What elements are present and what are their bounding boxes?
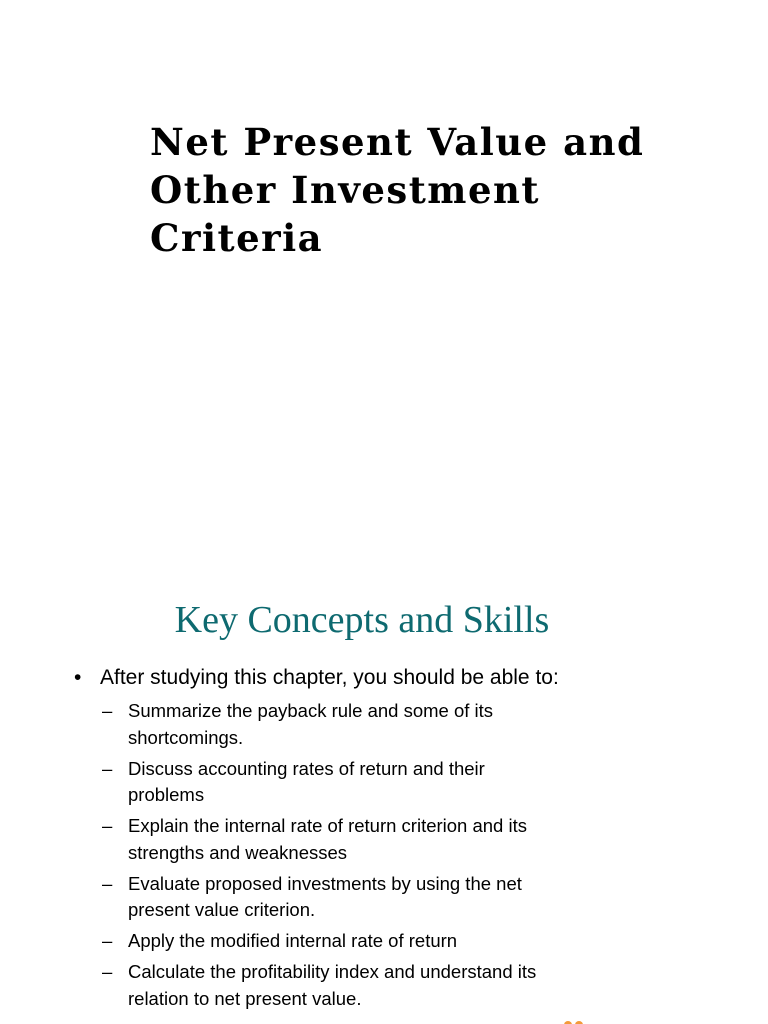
decorative-mark-icon	[564, 1016, 590, 1024]
list-item-line: Calculate the profitability index and understand its	[128, 961, 537, 982]
list-item-line: problems	[128, 784, 205, 805]
list-item-line: Summarize the payback rule and some of its	[128, 700, 494, 721]
list-item	[102, 871, 728, 924]
dash-icon: –	[102, 815, 113, 836]
intro-text: After studying this chapter, you should be able to:	[100, 666, 559, 689]
dash-icon: –	[102, 700, 113, 721]
list-item-line: Apply the modified internal rate of return	[128, 930, 458, 951]
dash-icon: –	[102, 961, 113, 982]
title-line: Criteria	[150, 216, 324, 260]
list-item-line: Discuss accounting rates of return and their	[128, 757, 485, 779]
title-line: Net Present Value and	[150, 120, 645, 164]
title-line: Other Investment	[150, 168, 540, 212]
list-item-line: Evaluate proposed investments by using the net	[128, 872, 522, 894]
list-item	[102, 959, 728, 1012]
section-heading: Key Concepts and Skills	[174, 599, 550, 641]
list-item-line: present value criterion.	[128, 899, 316, 920]
skills-list	[102, 698, 728, 1017]
list-item-line: shortcomings.	[128, 726, 244, 748]
list-item-line: strengths and weaknesses	[128, 841, 348, 863]
list-item-line: relation to net present value.	[128, 987, 362, 1009]
list-item	[102, 928, 728, 955]
list-item	[102, 698, 728, 751]
list-item	[102, 756, 728, 809]
list-item	[102, 813, 728, 866]
document-title	[150, 118, 710, 262]
dash-icon: –	[102, 930, 113, 951]
bullet-dot-icon: •	[74, 666, 82, 689]
dash-icon: –	[102, 872, 113, 894]
dash-icon: –	[102, 757, 113, 779]
list-item-line: Explain the internal rate of return criterion and its	[128, 815, 527, 836]
intro-bullet	[74, 664, 559, 692]
